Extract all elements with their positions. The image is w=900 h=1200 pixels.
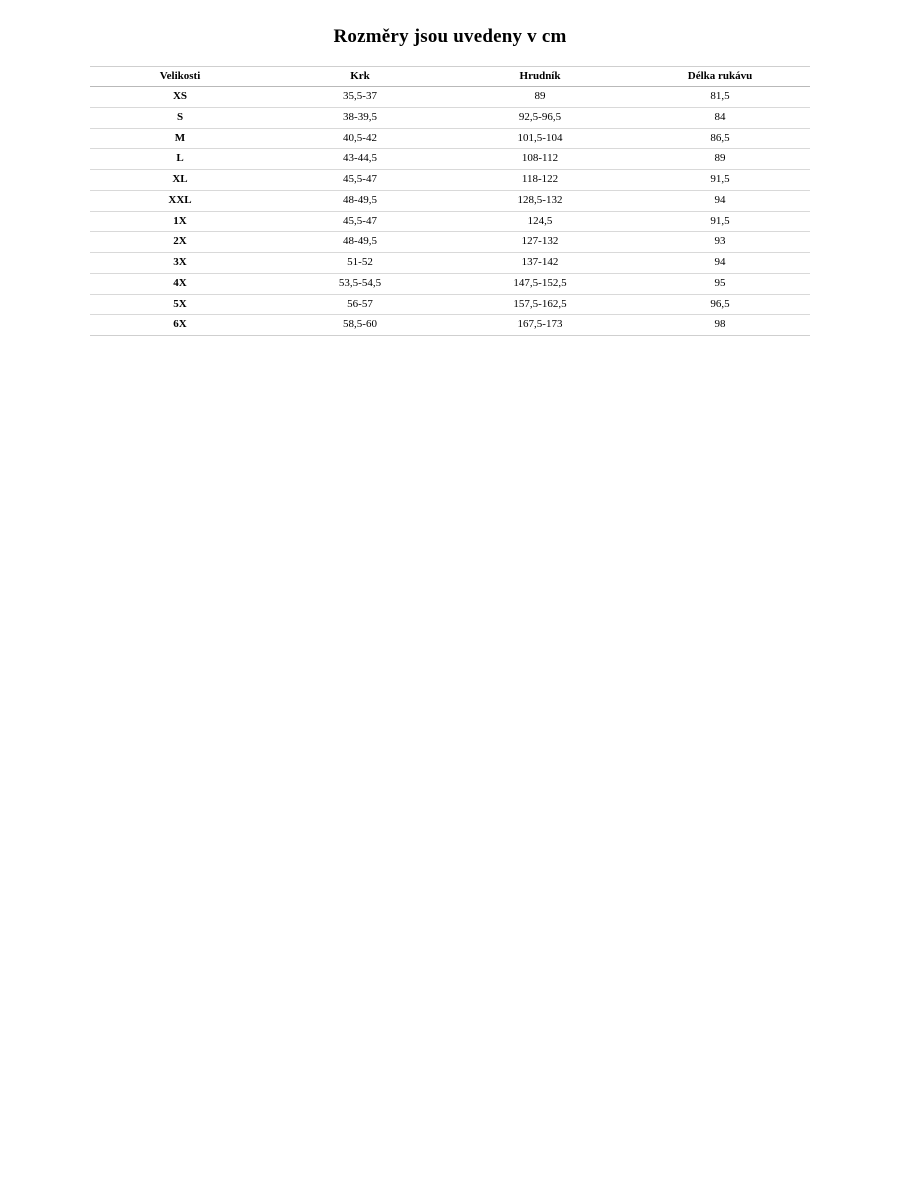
cell-neck: 40,5-42 xyxy=(270,128,450,149)
table-row xyxy=(90,87,810,108)
column-header-sleeve: Délka rukávu xyxy=(630,67,810,87)
cell-chest: 118-122 xyxy=(450,170,630,191)
cell-chest: 127-132 xyxy=(450,232,630,253)
table-row xyxy=(90,190,810,211)
cell-chest: 157,5-162,5 xyxy=(450,294,630,315)
cell-sleeve: 96,5 xyxy=(630,294,810,315)
cell-sleeve: 94 xyxy=(630,190,810,211)
cell-sleeve: 91,5 xyxy=(630,211,810,232)
cell-size: 5X xyxy=(90,294,270,315)
cell-chest: 124,5 xyxy=(450,211,630,232)
column-header-chest: Hrudník xyxy=(450,67,630,87)
cell-neck: 43-44,5 xyxy=(270,149,450,170)
cell-sleeve: 89 xyxy=(630,149,810,170)
cell-size: S xyxy=(90,107,270,128)
cell-sleeve: 94 xyxy=(630,253,810,274)
column-header-size: Velikosti xyxy=(90,67,270,87)
cell-neck: 48-49,5 xyxy=(270,232,450,253)
cell-sleeve: 81,5 xyxy=(630,87,810,108)
cell-size: XS xyxy=(90,87,270,108)
cell-neck: 38-39,5 xyxy=(270,107,450,128)
table-row xyxy=(90,149,810,170)
cell-size: XL xyxy=(90,170,270,191)
table-row xyxy=(90,315,810,336)
cell-neck: 45,5-47 xyxy=(270,211,450,232)
cell-neck: 45,5-47 xyxy=(270,170,450,191)
cell-chest: 101,5-104 xyxy=(450,128,630,149)
cell-chest: 167,5-173 xyxy=(450,315,630,336)
cell-sleeve: 95 xyxy=(630,273,810,294)
cell-size: M xyxy=(90,128,270,149)
table-row xyxy=(90,273,810,294)
cell-neck: 53,5-54,5 xyxy=(270,273,450,294)
cell-size: 4X xyxy=(90,273,270,294)
size-chart-table xyxy=(90,66,810,336)
size-chart-container xyxy=(90,66,810,336)
cell-sleeve: 98 xyxy=(630,315,810,336)
table-row xyxy=(90,294,810,315)
cell-sleeve: 86,5 xyxy=(630,128,810,149)
table-row xyxy=(90,107,810,128)
cell-size: 3X xyxy=(90,253,270,274)
table-row xyxy=(90,253,810,274)
table-header-row xyxy=(90,67,810,87)
cell-chest: 92,5-96,5 xyxy=(450,107,630,128)
table-header xyxy=(90,67,810,87)
cell-neck: 51-52 xyxy=(270,253,450,274)
cell-size: L xyxy=(90,149,270,170)
table-row xyxy=(90,170,810,191)
cell-neck: 48-49,5 xyxy=(270,190,450,211)
cell-size: 2X xyxy=(90,232,270,253)
cell-neck: 58,5-60 xyxy=(270,315,450,336)
column-header-neck: Krk xyxy=(270,67,450,87)
table-row xyxy=(90,128,810,149)
cell-size: 1X xyxy=(90,211,270,232)
cell-chest: 89 xyxy=(450,87,630,108)
table-body xyxy=(90,87,810,336)
cell-size: XXL xyxy=(90,190,270,211)
cell-sleeve: 93 xyxy=(630,232,810,253)
cell-chest: 137-142 xyxy=(450,253,630,274)
page-title: Rozměry jsou uvedeny v cm xyxy=(333,26,567,47)
cell-neck: 56-57 xyxy=(270,294,450,315)
cell-sleeve: 91,5 xyxy=(630,170,810,191)
cell-size: 6X xyxy=(90,315,270,336)
table-row xyxy=(90,232,810,253)
cell-chest: 147,5-152,5 xyxy=(450,273,630,294)
cell-chest: 108-112 xyxy=(450,149,630,170)
table-row xyxy=(90,211,810,232)
cell-sleeve: 84 xyxy=(630,107,810,128)
cell-neck: 35,5-37 xyxy=(270,87,450,108)
cell-chest: 128,5-132 xyxy=(450,190,630,211)
